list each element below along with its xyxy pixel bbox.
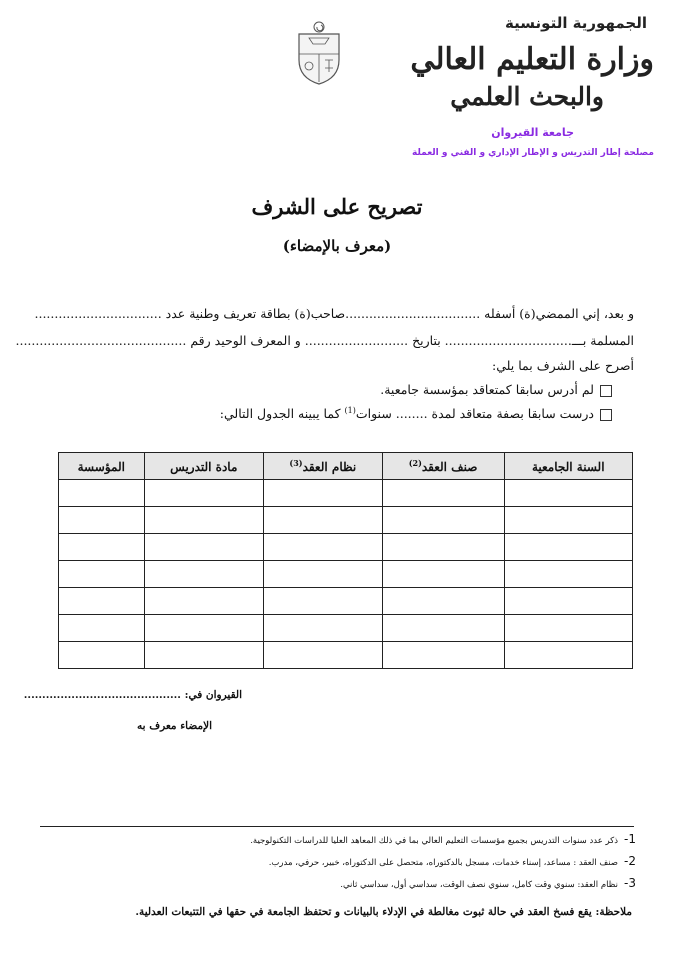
- table-cell[interactable]: [59, 642, 145, 669]
- table-row: [59, 642, 633, 669]
- table-cell[interactable]: [59, 615, 145, 642]
- table-row: [59, 507, 633, 534]
- col-header-subject: مادة التدريس: [144, 453, 263, 480]
- col-header-academic-year: السنة الجامعية: [504, 453, 632, 480]
- table-row: [59, 615, 633, 642]
- page-subtitle: (معرف بالإمضاء): [282, 237, 392, 255]
- page-title: تصريح على الشرف: [251, 194, 423, 219]
- table-cell[interactable]: [144, 561, 263, 588]
- table-cell[interactable]: [144, 534, 263, 561]
- table-cell[interactable]: [504, 480, 632, 507]
- ministry-name-line1: وزارة التعليم العالي: [410, 42, 654, 77]
- table-cell[interactable]: [263, 507, 382, 534]
- university-name: جامعة القيروان: [491, 126, 574, 139]
- footnote-3: 3-نظام العقد: سنوي وقت كامل، سنوي نصف الوقت، سداسي أول، سداسي ثاني.: [340, 876, 636, 890]
- table-cell[interactable]: [382, 534, 504, 561]
- table-cell[interactable]: [263, 561, 382, 588]
- table-cell[interactable]: [504, 534, 632, 561]
- col-header-contract-system: نظام العقد$^{(3)}$: [263, 453, 382, 480]
- table-cell[interactable]: [382, 561, 504, 588]
- footnote-1: 1-ذكر عدد سنوات التدريس بجميع مؤسسات التعليم العالي بما في ذلك المعاهد العليا للدراسات التكنولوجية.: [250, 832, 636, 846]
- department-name: مصلحة إطار التدريس و الإطار الإداري و الفني و العملة: [412, 148, 654, 158]
- ministry-name-line2: والبحث العلمي: [450, 82, 604, 111]
- table-row: [59, 588, 633, 615]
- col-header-institution: المؤسسة: [59, 453, 145, 480]
- table-cell[interactable]: [263, 642, 382, 669]
- option-taught-label-end: كما يبينه الجدول التالي:: [219, 406, 345, 422]
- table-cell[interactable]: [504, 561, 632, 588]
- table-row: [59, 561, 633, 588]
- table-cell[interactable]: [382, 588, 504, 615]
- checkbox-not-taught[interactable]: [600, 385, 612, 397]
- signature-place-date: القيروان في: ...........................................: [23, 689, 242, 701]
- table-row: [59, 534, 633, 561]
- table-body: [59, 480, 633, 669]
- contract-history-table: [58, 452, 633, 669]
- table-cell[interactable]: [382, 615, 504, 642]
- option-not-taught-label: لم أدرس سابقا كمتعاقد بمؤسسة جامعية.: [380, 382, 594, 397]
- table-cell[interactable]: [59, 588, 145, 615]
- option-not-taught: [380, 382, 612, 397]
- tunisia-coat-of-arms-icon: [295, 20, 343, 86]
- table-header-row: [59, 453, 633, 480]
- table-cell[interactable]: [144, 480, 263, 507]
- footnote-divider: [40, 826, 634, 827]
- table-cell[interactable]: [263, 534, 382, 561]
- id-issued-line: المسلمة بـــ................................ بتاريخ .......................... و المعرف الوحيد رقم ...........................................: [15, 333, 634, 348]
- table-cell[interactable]: [144, 588, 263, 615]
- checkbox-taught[interactable]: [600, 409, 612, 421]
- table-cell[interactable]: [59, 561, 145, 588]
- table-cell[interactable]: [59, 480, 145, 507]
- table-cell[interactable]: [504, 507, 632, 534]
- table-cell[interactable]: [382, 507, 504, 534]
- footnote-2: 2-صنف العقد : مساعد، إسناء خدمات، مسجل بالدكتوراه، متحصل على الدكتوراه، خبير، حرفي، مدرب.: [268, 854, 636, 868]
- table-row: [59, 480, 633, 507]
- option-taught-label: درست سابقا بصفة متعاقد لمدة ........ سنوات: [355, 406, 594, 422]
- option-taught: [220, 406, 612, 421]
- table-cell[interactable]: [59, 507, 145, 534]
- col-header-contract-type: صنف العقد$^{(2)}$: [382, 453, 504, 480]
- table-cell[interactable]: [263, 615, 382, 642]
- table-cell[interactable]: [504, 615, 632, 642]
- table-cell[interactable]: [504, 588, 632, 615]
- legal-note: ملاحظة: يقع فسخ العقد في حالة ثبوت مغالطة في الإدلاء بالبيانات و تحتفظ الجامعة في حقها في التتبعات العدلية.: [135, 906, 632, 918]
- table-cell[interactable]: [144, 642, 263, 669]
- table-cell[interactable]: [382, 642, 504, 669]
- footnote-ref-1: (1): [344, 406, 356, 415]
- table-cell[interactable]: [59, 534, 145, 561]
- signature-certified-label: الإمضاء معرف به: [136, 720, 212, 732]
- table-cell[interactable]: [504, 642, 632, 669]
- table-cell[interactable]: [144, 507, 263, 534]
- table-cell[interactable]: [382, 480, 504, 507]
- declaration-intro: أصرح على الشرف بما يلي:: [491, 358, 634, 373]
- declarant-line: و بعد، إني الممضي(ة) أسفله ..................................صاحب(ة) بطاقة تعريف وطنية عدد ................................: [34, 306, 634, 321]
- republic-heading: الجمهورية التونسية: [505, 14, 647, 32]
- table-cell[interactable]: [263, 588, 382, 615]
- table-cell[interactable]: [144, 615, 263, 642]
- table-cell[interactable]: [263, 480, 382, 507]
